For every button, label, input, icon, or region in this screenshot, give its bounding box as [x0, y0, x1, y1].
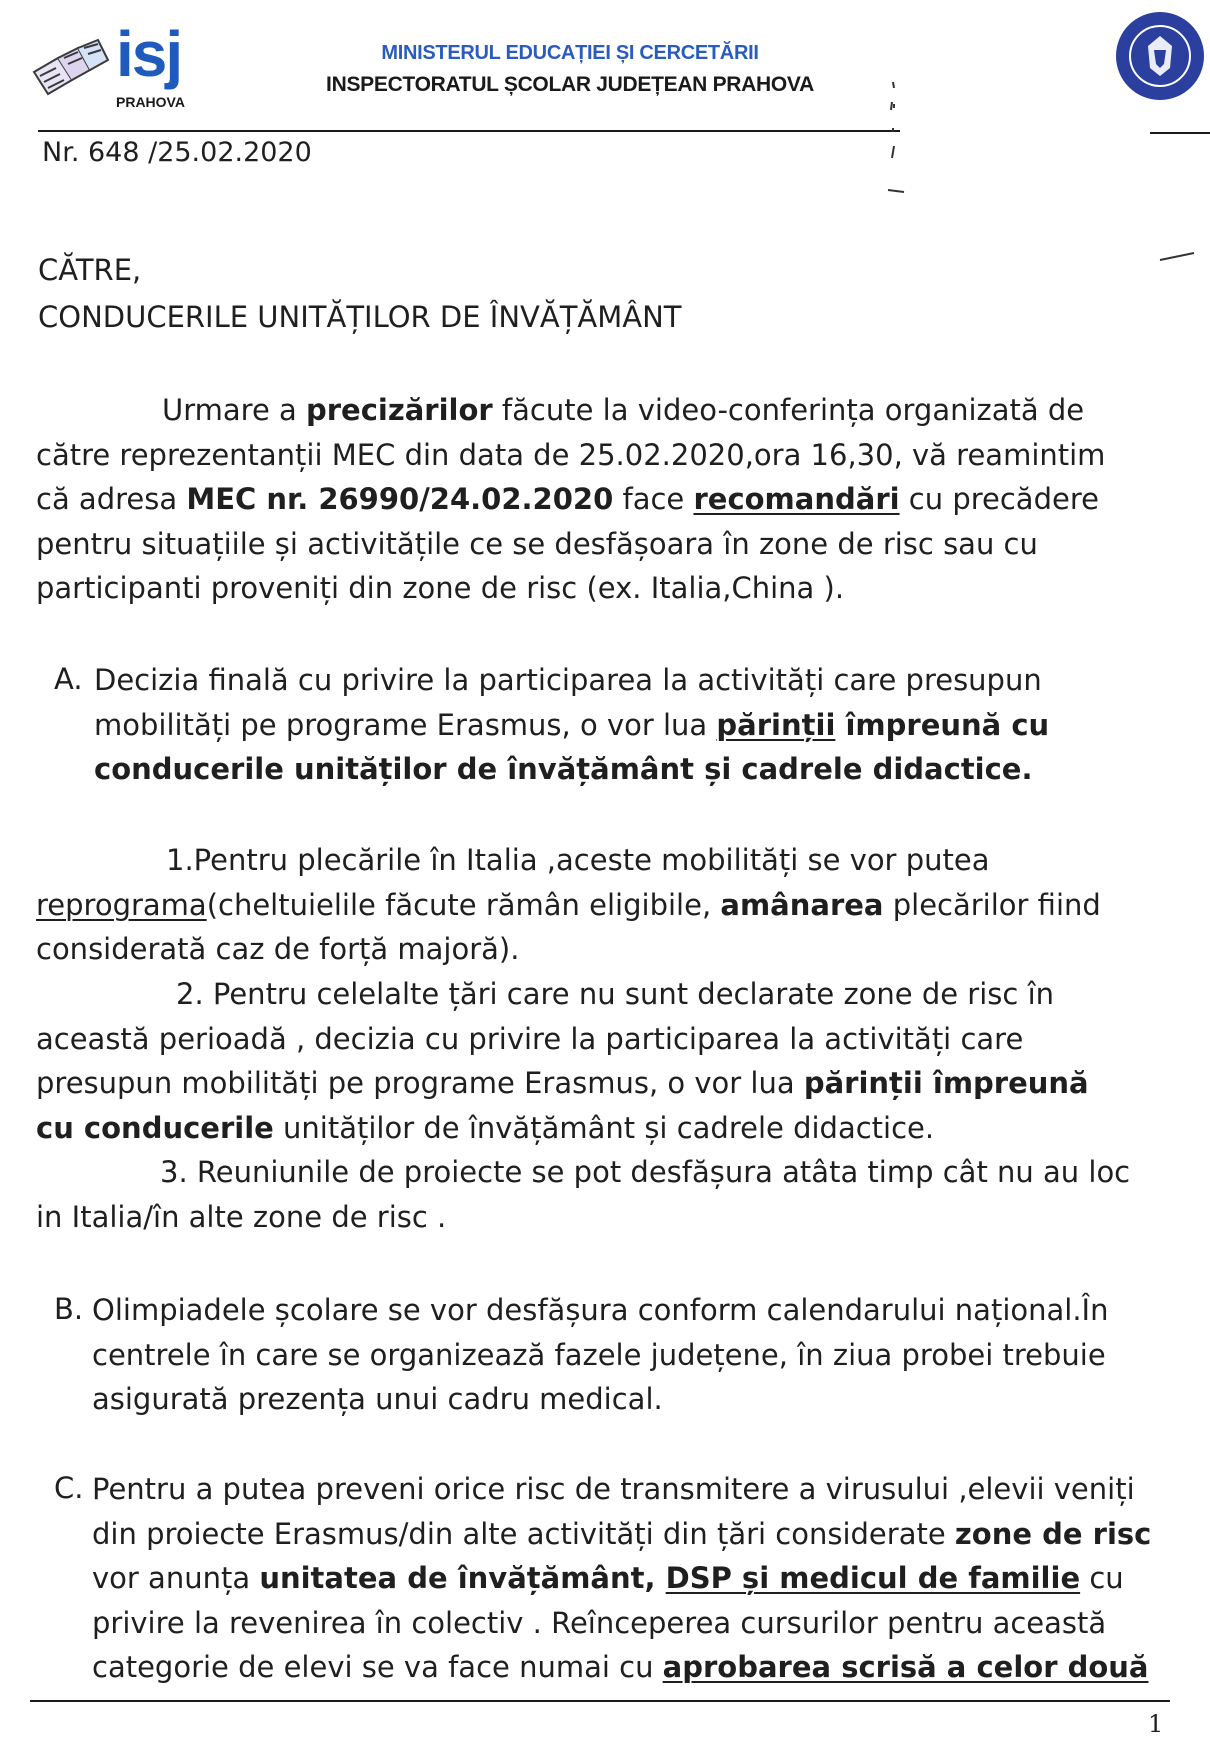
item-2: 2. Pentru celelalte țări care nu sunt declarate zone de risc în această perioadă , decizia cu privire la participarea la activități care presupun mobilități pe programe Erasmus, o vor lua părinții împreună cu conducerile unităților de învățământ și cadrele didactice. [36, 977, 1089, 1145]
address-line-2: CONDUCERILE UNITĂȚILOR DE ÎNVĂȚĂMÂNT [38, 300, 682, 334]
page-number: 1 [1148, 1710, 1164, 1738]
section-a-text: Decizia finală cu privire la participarea la activități care presupun mobilități pe programe Erasmus, o vor lua părinții împreună cu conducerile unităților de învățământ și cadrele didactice. [94, 663, 1050, 786]
address-line-1: CĂTRE, [38, 253, 142, 287]
isj-logo [28, 18, 208, 113]
footer-rule [30, 1700, 1170, 1702]
header-rule-right [1150, 132, 1210, 134]
inspectorate-name: INSPECTORATUL ȘCOLAR JUDEȚEAN PRAHOVA [326, 73, 814, 96]
section-c-text: Pentru a putea preveni orice risc de transmitere a virusului ,elevii veniți din proiecte Erasmus/din alte activități din țări considerate zone de risc vor anunța unitatea de învățământ, DSP și medicul de familie cu privire la revenirea în colectiv . Reînceperea cursurilor pentru această categorie de elevi se va face numai cu aprobarea scrisă a celor două [92, 1472, 1152, 1684]
header-rule [38, 130, 900, 132]
margin-marks [880, 80, 920, 240]
section-b-text: Olimpiadele școlare se vor desfășura conform calendarului național.În centrele în care se organizează fazele județene, în ziua probei trebuie asigurată prezența unui cadru medical. [92, 1293, 1109, 1416]
books-icon [28, 28, 118, 108]
item-1: 1.Pentru plecările în Italia ,aceste mobilități se vor putea reprograma(cheltuielile făcute rămân eligibile, amânarea plecărilor fiind considerată caz de forță majoră). [36, 843, 1101, 966]
government-seal [1104, 12, 1210, 100]
margin-mark-right [1158, 250, 1198, 264]
section-a-letter: A. [54, 662, 83, 696]
section-c-letter: C. [54, 1471, 84, 1505]
section-b-letter: B. [54, 1292, 84, 1326]
logo-county: PRAHOVA [116, 94, 185, 110]
intro-paragraph: Urmare a precizărilor făcute la video-conferința organizată de către reprezentanții MEC din data de 25.02.2020,ora 16,30, vă reamintim că adresa MEC nr. 26990/24.02.2020 face recomandări cu precădere pentru situațiile și activitățile ce se desfășoara în zone de risc sau cu participanti proveniți din zone de risc (ex. Italia,China ). [36, 393, 1106, 605]
reference-number: Nr. 648 /25.02.2020 [42, 137, 312, 168]
item-3: 3. Reuniunile de proiecte se pot desfășura atâta timp cât nu au loc in Italia/în alte zone de risc . [36, 1155, 1131, 1234]
ministry-name: MINISTERUL EDUCAȚIEI ȘI CERCETĂRII [381, 42, 759, 64]
seal-icon [1104, 12, 1210, 100]
logo-wordmark: isj [116, 18, 182, 90]
